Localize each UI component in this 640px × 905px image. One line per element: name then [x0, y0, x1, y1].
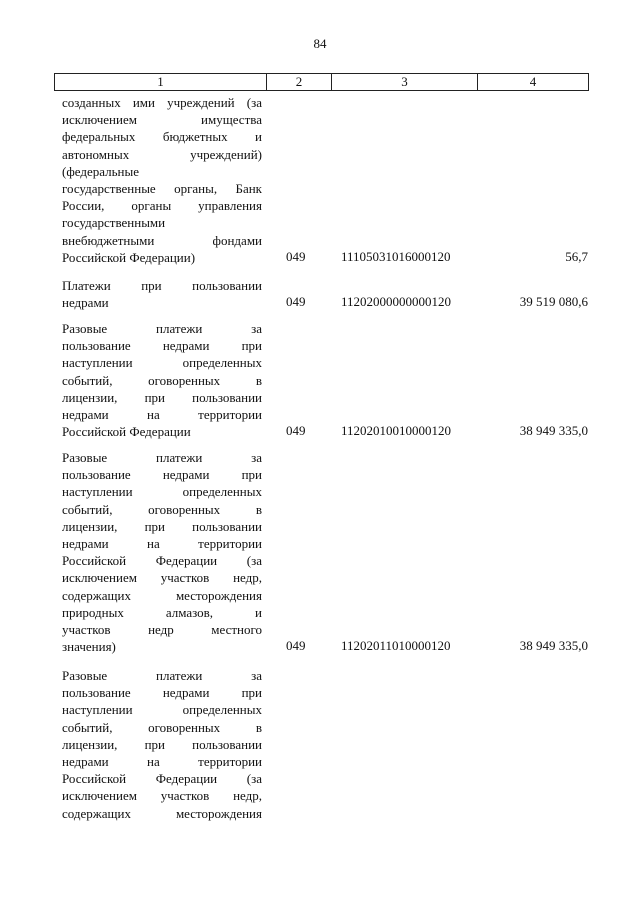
description-line: федеральных бюджетных и [62, 129, 262, 145]
description-line: Разовые платежи за [62, 450, 262, 465]
description-line: государственные органы, Банк [62, 181, 262, 197]
column-header-3: 3 [332, 74, 478, 91]
description-line: событий, оговоренных в [62, 372, 262, 388]
admin-code: 049 [286, 294, 306, 309]
description-line: автономных учреждений) [62, 146, 262, 162]
column-header-2: 2 [267, 74, 332, 91]
row-description [62, 320, 262, 440]
description-line: пользование недрами при [62, 467, 262, 483]
admin-code: 049 [286, 423, 306, 438]
description-line: России, органы управления [62, 198, 262, 214]
description-line: недрами на территории [62, 407, 262, 423]
description-line: событий, оговоренных в [62, 719, 262, 735]
description-line: событий, оговоренных в [62, 501, 262, 517]
description-line: Разовые платежи за [62, 668, 262, 683]
kbk-code: 11105031016000120 [341, 249, 451, 264]
kbk-code: 11202010010000120 [341, 423, 452, 438]
description-line: участков недр местного [62, 622, 262, 638]
description-line: недрами [62, 295, 109, 311]
description-line: внебюджетными фондами [62, 232, 262, 248]
description-line: лицензии, при пользовании [62, 518, 262, 534]
row-description [62, 667, 262, 822]
description-line: Российской Федерации [62, 424, 191, 440]
description-line: недрами на территории [62, 536, 262, 552]
description-line: наступлении определенных [62, 702, 262, 718]
admin-code: 049 [286, 249, 306, 264]
description-line: Российской Федерации (за [62, 771, 262, 787]
description-line: лицензии, при пользовании [62, 736, 262, 752]
description-line: содержащих месторождения [62, 587, 262, 603]
description-line: содержащих месторождения [62, 805, 262, 821]
amount: 56,7 [565, 249, 588, 264]
description-line: государственными [62, 215, 166, 231]
description-line: исключением участков недр, [62, 788, 262, 804]
description-line: Российской Федерации) [62, 249, 196, 265]
kbk-code: 11202000000000120 [341, 294, 452, 309]
description-line: пользование недрами при [62, 685, 262, 701]
description-line: (федеральные [62, 163, 139, 179]
description-line: лицензии, при пользовании [62, 389, 262, 405]
admin-code: 049 [286, 638, 306, 653]
description-line: наступлении определенных [62, 484, 262, 500]
amount: 38 949 335,0 [519, 423, 588, 438]
description-line: недрами на территории [62, 754, 262, 770]
kbk-code: 11202011010000120 [341, 638, 451, 653]
description-line: пользование недрами при [62, 338, 262, 354]
column-header-1: 1 [55, 74, 267, 91]
description-line: Российской Федерации (за [62, 553, 262, 569]
description-line: исключением имущества [62, 112, 262, 128]
column-header-4: 4 [478, 74, 589, 91]
column-header-row [54, 73, 589, 91]
description-line: Разовые платежи за [62, 321, 262, 336]
description-line: Платежи при пользовании [62, 278, 262, 293]
row-description [62, 277, 262, 311]
description-line: природных алмазов, и [62, 604, 262, 620]
description-line: исключением участков недр, [62, 570, 262, 586]
amount: 38 949 335,0 [519, 638, 588, 653]
description-line: значения) [62, 639, 116, 655]
amount: 39 519 080,6 [519, 294, 588, 309]
row-description [62, 94, 262, 266]
description-line: созданных ими учреждений (за [62, 95, 262, 110]
page-number: 84 [313, 36, 327, 51]
row-description [62, 449, 262, 655]
description-line: наступлении определенных [62, 355, 262, 371]
